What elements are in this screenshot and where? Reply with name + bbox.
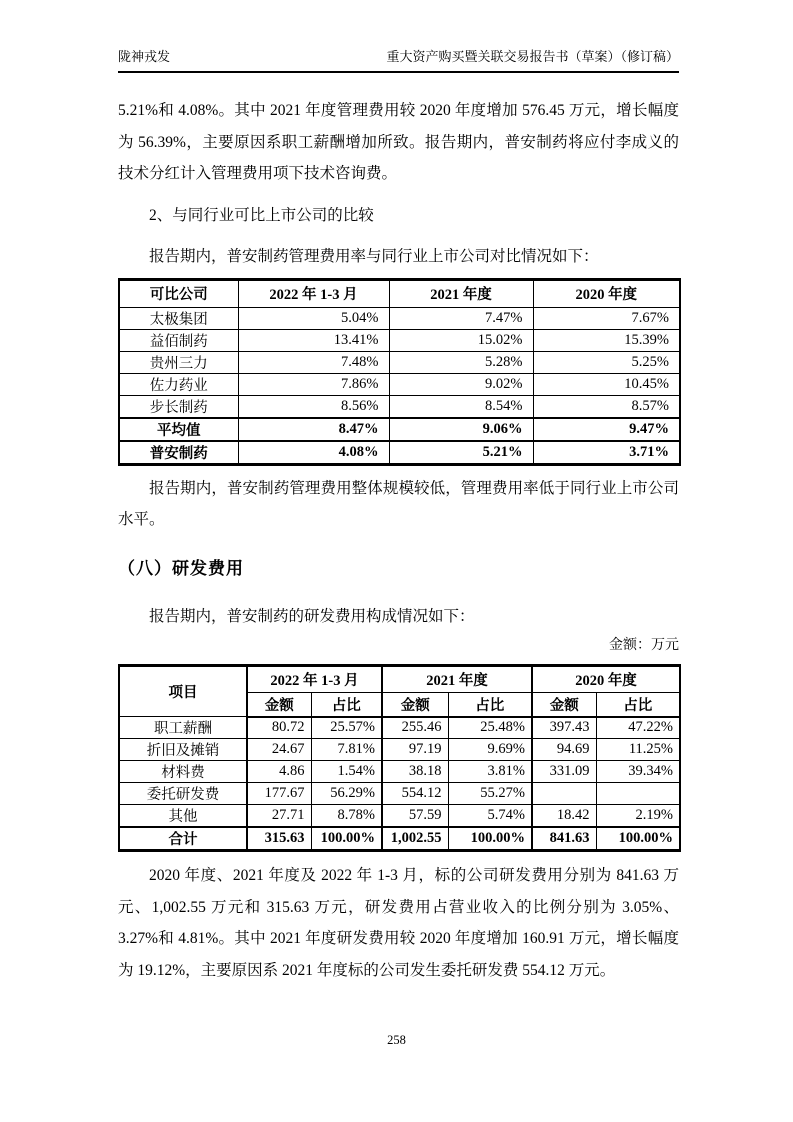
ratio-cell: 5.74% bbox=[448, 805, 532, 828]
value-cell: 5.21% bbox=[389, 441, 533, 465]
item-cell: 折旧及摊销 bbox=[119, 739, 247, 761]
rd-expense-composition-table bbox=[118, 664, 681, 852]
header-report-title: 重大资产购买暨关联交易报告书（草案）（修订稿） bbox=[386, 49, 679, 64]
amount-cell: 4.86 bbox=[247, 761, 311, 783]
paragraph-rd-analysis: 2020 年度、2021 年度及 2022 年 1-3 月，标的公司研发费用分别为 841.63 万元、1,002.55 万元和 315.63 万元，研发费用占营业收入的比例分别为 3.05%、3.27%和 4.81%。其中 2021 年度研发费用较 2020 年度增加 160.91 万元，增长幅度为 19.12%，主要原因系 2021 年度标的公司发生委托研发费 554.12 万元。 bbox=[118, 867, 679, 979]
table-row bbox=[119, 761, 680, 783]
table-row-average bbox=[119, 418, 680, 441]
value-cell: 8.56% bbox=[238, 395, 389, 418]
amount-cell: 397.43 bbox=[532, 717, 596, 739]
table2-header-ratio: 占比 bbox=[448, 693, 532, 717]
value-cell: 13.41% bbox=[238, 329, 389, 351]
table1-header-2022: 2022 年 1-3 月 bbox=[238, 279, 389, 307]
amount-cell: 27.71 bbox=[247, 805, 311, 828]
item-cell: 材料费 bbox=[119, 761, 247, 783]
table1-header-row bbox=[119, 279, 680, 307]
table-row bbox=[119, 783, 680, 805]
management-expense-ratio-table bbox=[118, 278, 681, 466]
value-cell: 7.47% bbox=[389, 307, 533, 329]
item-cell: 委托研发费 bbox=[119, 783, 247, 805]
ratio-cell: 1.54% bbox=[311, 761, 382, 783]
table2-header-ratio: 占比 bbox=[311, 693, 382, 717]
table1-header-company: 可比公司 bbox=[119, 279, 238, 307]
value-cell: 8.54% bbox=[389, 395, 533, 418]
table2-header-ratio: 占比 bbox=[596, 693, 680, 717]
table2-header-item: 项目 bbox=[119, 666, 247, 717]
value-cell: 9.47% bbox=[533, 418, 680, 441]
ratio-cell: 2.19% bbox=[596, 805, 680, 828]
company-cell: 平均值 bbox=[119, 418, 238, 441]
ratio-cell: 11.25% bbox=[596, 739, 680, 761]
amount-cell: 841.63 bbox=[532, 827, 596, 851]
paragraph-management-expense: 5.21%和 4.08%。其中 2021 年度管理费用较 2020 年度增加 576.45 万元，增长幅度为 56.39%，主要原因系职工薪酬增加所致。报告期内，普安制药将应付李成义的技术分红计入管理费用项下技术咨询费。 bbox=[118, 102, 679, 182]
amount-cell: 38.18 bbox=[382, 761, 448, 783]
table-row bbox=[119, 717, 680, 739]
amount-cell: 97.19 bbox=[382, 739, 448, 761]
ratio-cell: 8.78% bbox=[311, 805, 382, 828]
company-cell: 步长制药 bbox=[119, 395, 238, 418]
table2-header-2021: 2021 年度 bbox=[382, 666, 532, 693]
ratio-cell: 9.69% bbox=[448, 739, 532, 761]
company-cell: 益佰制药 bbox=[119, 329, 238, 351]
page-header bbox=[118, 46, 679, 73]
table-row bbox=[119, 739, 680, 761]
value-cell: 5.04% bbox=[238, 307, 389, 329]
table2-header-amount: 金额 bbox=[247, 693, 311, 717]
item-cell: 合计 bbox=[119, 827, 247, 851]
amount-cell: 80.72 bbox=[247, 717, 311, 739]
value-cell: 7.67% bbox=[533, 307, 680, 329]
value-cell: 7.48% bbox=[238, 351, 389, 373]
value-cell: 9.02% bbox=[389, 373, 533, 395]
company-cell: 佐力药业 bbox=[119, 373, 238, 395]
table2-header-2020: 2020 年度 bbox=[532, 666, 680, 693]
table2-header-amount: 金额 bbox=[532, 693, 596, 717]
ratio-cell: 100.00% bbox=[596, 827, 680, 851]
table-row bbox=[119, 307, 680, 329]
company-cell: 贵州三力 bbox=[119, 351, 238, 373]
ratio-cell: 100.00% bbox=[311, 827, 382, 851]
amount-cell: 177.67 bbox=[247, 783, 311, 805]
company-cell: 太极集团 bbox=[119, 307, 238, 329]
company-cell: 普安制药 bbox=[119, 441, 238, 465]
value-cell: 15.39% bbox=[533, 329, 680, 351]
paragraph-table2-intro: 报告期内，普安制药的研发费用构成情况如下： bbox=[149, 607, 475, 625]
ratio-cell: 25.48% bbox=[448, 717, 532, 739]
table2-header-amount: 金额 bbox=[382, 693, 448, 717]
table-row bbox=[119, 373, 680, 395]
unit-note: 金额：万元 bbox=[609, 638, 679, 653]
amount-cell: 255.46 bbox=[382, 717, 448, 739]
table-row-total bbox=[119, 827, 680, 851]
table2-header-row-periods bbox=[119, 666, 680, 693]
amount-cell: 1,002.55 bbox=[382, 827, 448, 851]
item-cell: 职工薪酬 bbox=[119, 717, 247, 739]
ratio-cell: 39.34% bbox=[596, 761, 680, 783]
amount-cell: 24.67 bbox=[247, 739, 311, 761]
ratio-cell: 7.81% bbox=[311, 739, 382, 761]
table-row bbox=[119, 395, 680, 418]
item-cell: 其他 bbox=[119, 805, 247, 828]
value-cell: 3.71% bbox=[533, 441, 680, 465]
value-cell: 15.02% bbox=[389, 329, 533, 351]
value-cell: 4.08% bbox=[238, 441, 389, 465]
header-company-name: 陇神戎发 bbox=[118, 49, 171, 64]
amount-cell: 94.69 bbox=[532, 739, 596, 761]
paragraph-table1-intro: 报告期内，普安制药管理费用率与同行业上市公司对比情况如下： bbox=[149, 248, 599, 265]
value-cell: 8.57% bbox=[533, 395, 680, 418]
value-cell: 8.47% bbox=[238, 418, 389, 441]
value-cell: 9.06% bbox=[389, 418, 533, 441]
ratio-cell: 25.57% bbox=[311, 717, 382, 739]
value-cell: 10.45% bbox=[533, 373, 680, 395]
ratio-cell: 55.27% bbox=[448, 783, 532, 805]
table1-header-2020: 2020 年度 bbox=[533, 279, 680, 307]
table-row bbox=[119, 351, 680, 373]
ratio-cell bbox=[596, 783, 680, 805]
table2-header-2022: 2022 年 1-3 月 bbox=[247, 666, 382, 693]
ratio-cell: 3.81% bbox=[448, 761, 532, 783]
amount-cell: 57.59 bbox=[382, 805, 448, 828]
amount-cell: 315.63 bbox=[247, 827, 311, 851]
table-row-target-company bbox=[119, 441, 680, 465]
amount-cell: 331.09 bbox=[532, 761, 596, 783]
table-row bbox=[119, 329, 680, 351]
ratio-cell: 56.29% bbox=[311, 783, 382, 805]
amount-cell: 18.42 bbox=[532, 805, 596, 828]
value-cell: 5.25% bbox=[533, 351, 680, 373]
table1-header-2021: 2021 年度 bbox=[389, 279, 533, 307]
value-cell: 5.28% bbox=[389, 351, 533, 373]
amount-cell bbox=[532, 783, 596, 805]
amount-cell: 554.12 bbox=[382, 783, 448, 805]
page-number: 258 bbox=[387, 1033, 406, 1047]
paragraph-table1-conclusion: 报告期内，普安制药管理费用整体规模较低，管理费用率低于同行业上市公司水平。 bbox=[118, 479, 679, 528]
table-row bbox=[119, 805, 680, 828]
value-cell: 7.86% bbox=[238, 373, 389, 395]
sub-heading-peer-comparison: 2、与同行业可比上市公司的比较 bbox=[149, 206, 374, 224]
ratio-cell: 47.22% bbox=[596, 717, 680, 739]
ratio-cell: 100.00% bbox=[448, 827, 532, 851]
section-heading-rd-expense: （八）研发费用 bbox=[118, 558, 244, 578]
